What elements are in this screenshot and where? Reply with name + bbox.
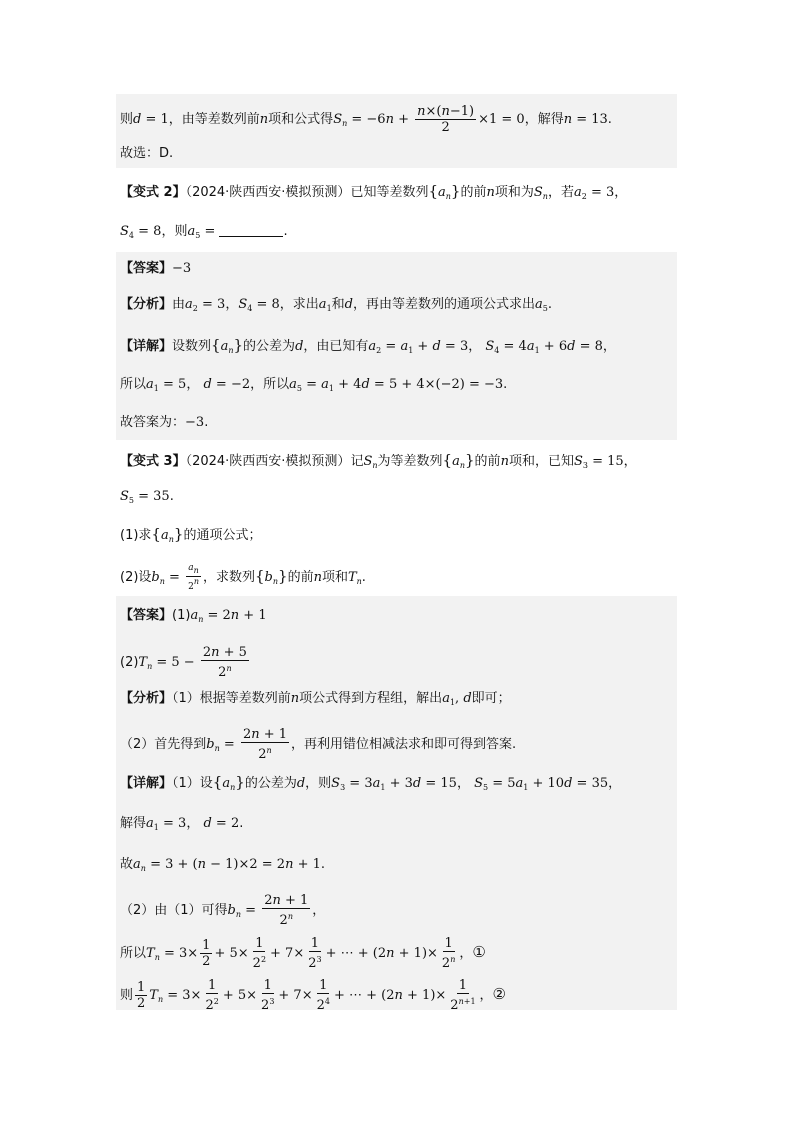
fraction: $\frac{2n + 5}{2^n}$ — [202, 645, 247, 680]
line-2: 故选：D. — [120, 146, 174, 161]
fraction: $\frac{1}{2^n}$ — [441, 936, 456, 971]
fraction: $\frac{1}{2}$ — [137, 980, 146, 1011]
line-10: 【变式 3】（2024·陕西西安·模拟预测）记$S_n$为等差数列$\{a_n\}$的前n项和，已知$S_3 = 15$， — [120, 451, 637, 470]
line-15: $(2)T_n = 5$ − $\frac{2n + 5}{2^n}$ — [120, 645, 247, 680]
line-11: $S_5 = 35$. — [120, 489, 174, 505]
line-5: 【答案】−3 — [120, 261, 192, 276]
fraction: $\frac{1}{2^3}$ — [261, 978, 275, 1013]
line-7: 【详解】设数列$\{a_n\}$的公差为d，由已知有$a_2 = a_1 + d = 3$， $S_4 = 4a_1 + 6d = 8$， — [120, 336, 616, 355]
line-21: （2）由（1）可得$b_n$ = $\frac{2n + 1}{2^n}$ ， — [120, 893, 326, 928]
line-8: 所以$a_1 = 5$， d = −2，所以$a_5 = a_1 + 4d = 5 + 4\times(-2) = -3$. — [120, 377, 508, 393]
line-22: 所以$T_n = 3\times$ $\frac{1}{2}$ + 5× $\frac{1}{2^2}$ + 7× $\frac{1}{2^3}$ + ⋯ + (2n + 1)× $\frac{1}{2^n}$ ，① — [120, 936, 486, 971]
fraction: $\frac{n\times(n-1)}{2}$ — [417, 104, 475, 135]
line-18: 【详解】（1）设$\{a_n\}$的公差为d，则$S_3 = 3a_1 + 3d = 15$， $S_5 = 5a_1 + 10d = 35$， — [120, 773, 622, 792]
fraction: $\frac{1}{2}$ — [202, 938, 211, 969]
line-13: (2)设$b_n$ = $\frac{a_n}{2^n}$ ，求数列$\{b_n\}$的前n项和$T_n$. — [120, 563, 366, 592]
answer-blank — [219, 224, 283, 237]
line-16: 【分析】（1）根据等差数列前n项公式得到方程组，解出$a_1$, d即可； — [120, 691, 511, 707]
line-20: 故$a_n = 3 + (n - 1)\times 2 = 2n + 1$. — [120, 857, 326, 873]
fraction: $\frac{1}{2^2}$ — [252, 936, 267, 971]
line-4: $S_4 = 8$，则$a_5$ = . — [120, 224, 288, 240]
fraction: $\frac{1}{2^2}$ — [205, 978, 219, 1013]
fraction: $\frac{1}{2^4}$ — [316, 978, 330, 1013]
fraction: $\frac{2n + 1}{2^n}$ — [264, 893, 309, 928]
line-3: 【变式 2】（2024·陕西西安·模拟预测）已知等差数列$\{a_n\}$的前n项和为$S_n$，若$a_2 = 3$， — [120, 182, 628, 201]
line-9: 故答案为：−3. — [120, 415, 209, 430]
fraction: $\frac{1}{2^3}$ — [308, 936, 322, 971]
line-23: 则 $\frac{1}{2}$ $T_n = 3\times$ $\frac{1}{2^2}$ + 5× $\frac{1}{2^3}$ + 7× $\frac{1}{2^4}$ + ⋯ + (2n + 1)× $\frac{1}{2^{n+1}}$ ，② — [120, 978, 506, 1013]
line-14: 【答案】$(1)a_n = 2n + 1$ — [120, 608, 267, 624]
line-17: （2）首先得到$b_n$ = $\frac{2n + 1}{2^n}$ ，再利用错位相减法求和即可得到答案. — [120, 727, 517, 762]
line-12: (1)求$\{a_n\}$的通项公式； — [120, 525, 262, 544]
fraction: $\frac{a_n}{2^n}$ — [188, 563, 199, 592]
line-19: 解得$a_1 = 3$， d = 2. — [120, 816, 244, 832]
line-1: 则d = 1，由等差数列前n项和公式得$S_n = -6n$ + $\frac{n\times(n-1)}{2}$ ×1 = 0，解得n = 13. — [120, 104, 612, 135]
fraction: $\frac{1}{2^{n+1}}$ — [450, 978, 476, 1013]
line-6: 【分析】由$a_2 = 3$，$S_4 = 8$，求出$a_1$和d，再由等差数列的通项公式求出$a_5$. — [120, 297, 553, 313]
fraction: $\frac{2n + 1}{2^n}$ — [242, 727, 288, 762]
